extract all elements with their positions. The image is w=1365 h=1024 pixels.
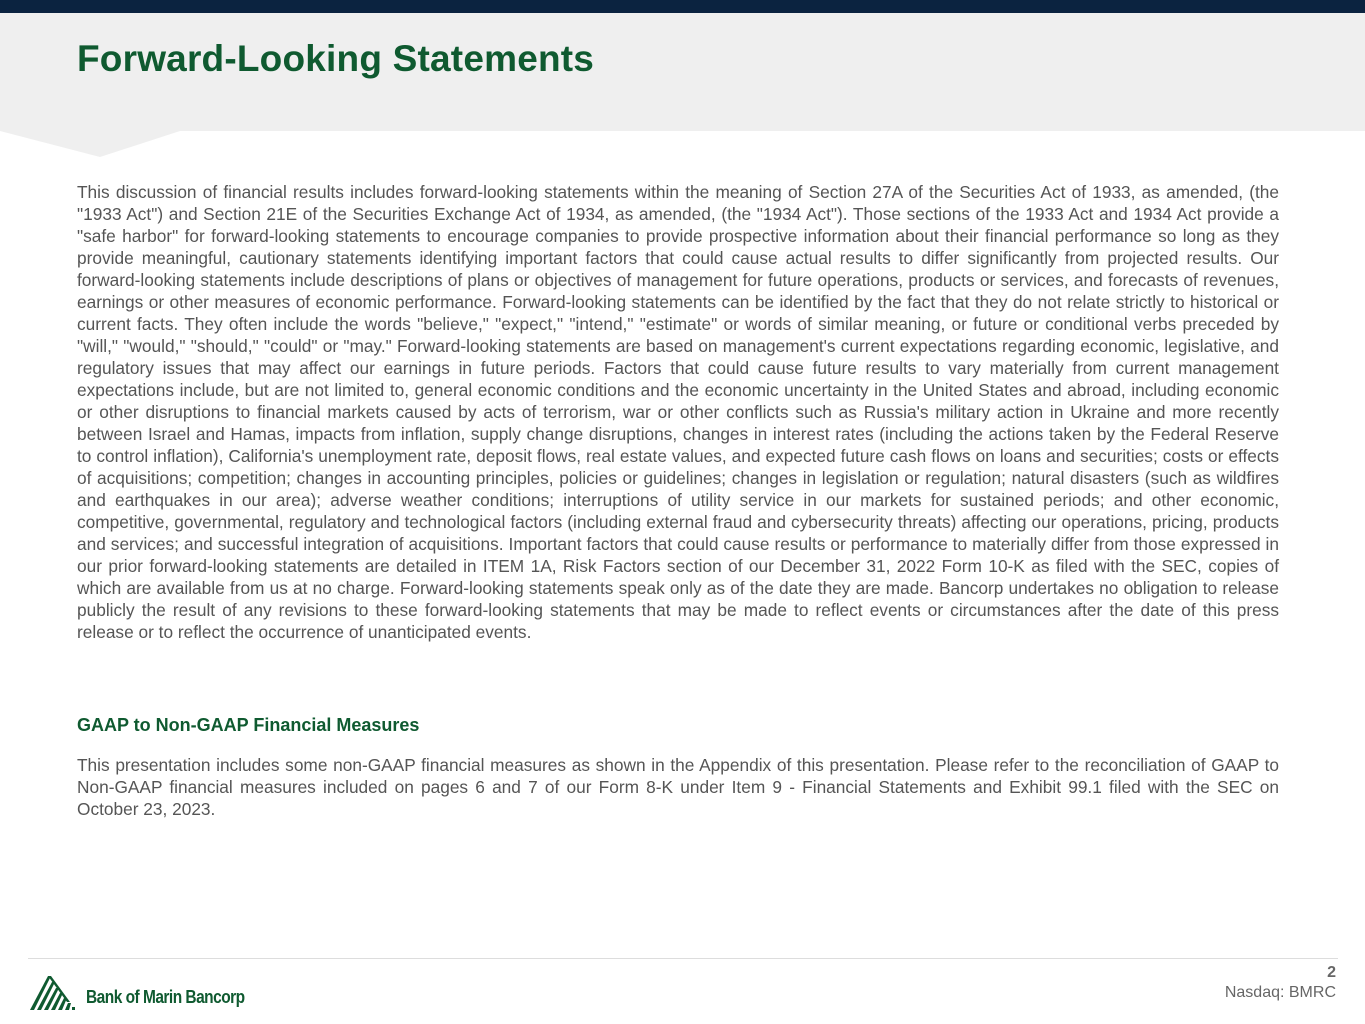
page-title: Forward-Looking Statements [77,38,595,79]
footer-divider [28,958,1338,959]
forward-looking-paragraph: This discussion of financial results includes forward-looking statements within the meaning of Section 27A of the Securities Act of 1933, as amended, (the "1933 Act") and Section 21E of the Securities Exchange Act of 1934, as amended, (the "1934 Act"). Those sections of the 1933 Act and 1934 Act provide a "safe harbor" for forward-looking statements to encourage companies to provide prospective information about their financial performance so long as they provide meaningful, cautionary statements identifying important factors that could cause actual results to differ significantly from projected results. Our forward-looking statements include descriptions of plans or objectives of management for future operations, products or services, and forecasts of revenues, earnings or other measures of economic performance. Forward-looking statements can be identified by the fact that they do not relate strictly to historical or current facts. They often include the words "believe," "expect," "intend," "estimate" or words of similar meaning, or future or conditional verbs preceded by "will," "would," "should," "could" or "may." Forward-looking statements are based on management's current expectations regarding economic, legislative, and regulatory issues that may affect our earnings in future periods. Factors that could cause future results to vary materially from current management expectations include, but are not limited to, general economic conditions and the economic uncertainty in the United States and abroad, including economic or other disruptions to financial markets caused by acts of terrorism, war or other conflicts such as Russia's military action in Ukraine and more recently between Israel and Hamas, impacts from inflation, supply change disruptions, changes in interest rates (including the actions taken by the Federal Reserve to control inflation), California's unemployment rate, deposit flows, real estate values, and expected future cash flows on loans and securities; costs or effects of acquisitions; competition; changes in accounting principles, policies or guidelines; changes in legislation or regulation; natural disasters (such as wildfires and earthquakes in our area); adverse weather conditions; interruptions of utility service in our markets for sustained periods; and other economic, competitive, governmental, regulatory and technological factors (including external fraud and cybersecurity threats) affecting our operations, pricing, products and services; and successful integration of acquisitions. Important factors that could cause results or performance to materially differ from those expressed in our prior forward-looking statements are detailed in ITEM 1A, Risk Factors section of our December 31, 2022 Form 10-K as filed with the SEC, copies of which are available from us at no charge. Forward-looking statements speak only as of the date they are made. Bancorp undertakes no obligation to release publicly the result of any revisions to these forward-looking statements that may be made to reflect events or circumstances after the date of this press release or to reflect the occurrence of unanticipated events. [77,182,1279,642]
top-accent-bar [0,0,1365,13]
non-gaap-paragraph: This presentation includes some non-GAAP financial measures as shown in the Appendix of this presentation. Please refer to the reconciliation of GAAP to Non-GAAP financial measures included on pages 6 and 7 of our Form 8-K under Item 9 - Financial Statements and Exhibit 99.1 filed with the SEC on October 23, 2023. [77,755,1279,819]
page-number: 2 [1327,964,1336,981]
bank-logo-mark-icon [30,972,82,1012]
bank-logo-text: Bank of Marin Bancorp [86,986,245,1007]
header-notch-shape [0,131,180,157]
ticker-label: Nasdaq: BMRC [1224,984,1336,1001]
non-gaap-heading: GAAP to Non-GAAP Financial Measures [77,715,420,735]
bank-logo [30,972,270,1012]
